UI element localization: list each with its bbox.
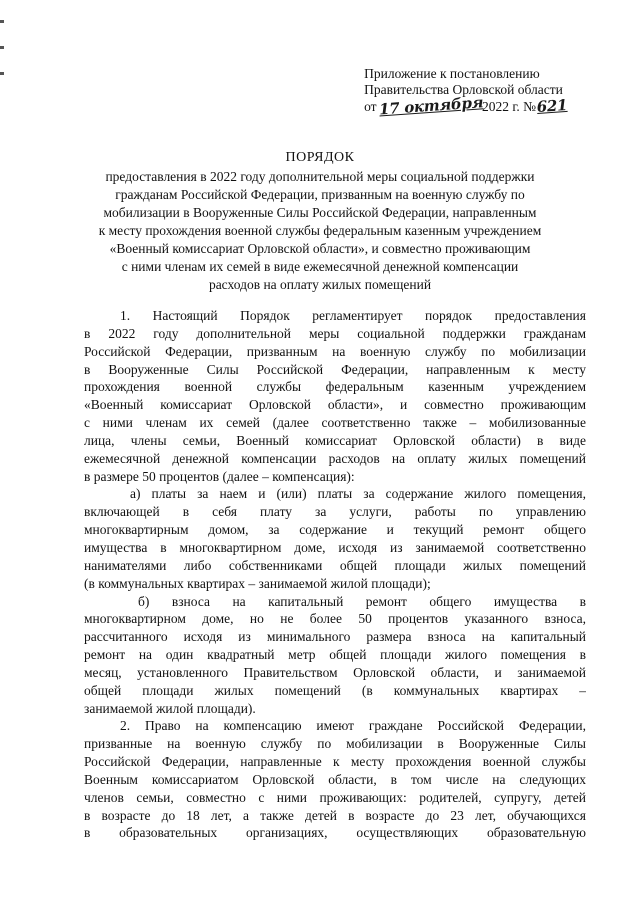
body-line: многоквартирном доме, но не более 50 процентов указанного взноса, — [84, 611, 586, 627]
body-line: общей площади жилых помещений (в коммунальных квартирах – — [84, 682, 586, 698]
body-line: призванные на военную службу по мобилизации в Вооруженные Силы — [84, 736, 586, 752]
body-line: в размере 50 процентов (далее – компенсация): — [84, 468, 355, 484]
body-line: с ними членам их семей (далее соответственно также – мобилизованные — [84, 415, 586, 431]
body-line: Военным комиссариатом Орловской области, в том числе на следующих — [84, 771, 586, 787]
document-subtitle — [80, 168, 560, 294]
body-line: рассчитанного исходя из минимального размера взноса на капитальный — [84, 629, 586, 645]
handwritten-number: 621 — [536, 95, 568, 117]
subtitle-line: мобилизации в Вооруженные Силы Российской Федерации, направленным — [103, 205, 537, 220]
document-title: ПОРЯДОК — [285, 150, 355, 165]
body-line: имущества в многоквартирном доме, исходя из занимаемой соответственно — [84, 539, 586, 555]
subtitle-line: гражданам Российской Федерации, призванным на военную службу по — [115, 187, 525, 202]
body-line: месяц, установленного Правительством Орловской области, и занимаемой — [84, 664, 586, 680]
scan-edge-marks — [0, 20, 6, 100]
body-line: в 2022 году дополнительной меры социальной поддержки гражданам — [84, 325, 586, 341]
body-line: ежемесячной денежной компенсации расходов на оплату жилых помещений — [84, 450, 586, 466]
subtitle-line: к месту прохождения военной службы федеральным казенным учреждением — [98, 223, 542, 238]
subtitle-line: с ними членам их семей в виде ежемесячной денежной компенсации — [121, 259, 519, 274]
body-line: ремонт на один квадратный метр общей площади жилого помещения в — [84, 647, 586, 663]
subtitle-line: «Военный комиссариат Орловской области», и совместно проживающим — [109, 241, 531, 256]
appendix-header — [364, 66, 568, 119]
body-line: прохождения военной службы федеральным казенным учреждением — [84, 379, 586, 395]
body-line: включающей в себя плату за услуги, работы по управлению — [84, 504, 586, 520]
body-line: нанимателями либо собственниками общей площади жилых помещений — [84, 557, 586, 573]
body-line: многоквартирным домом, за содержание и текущий ремонт общего — [84, 522, 586, 538]
body-line: (в коммунальных квартирах – занимаемой жилой площади); — [84, 575, 431, 591]
appendix-year-number-label: 2022 г. № — [481, 99, 536, 114]
body-line: 1. Настоящий Порядок регламентирует порядок предоставления — [120, 308, 586, 323]
body-line: в возрасте до 18 лет, а также детей в возрасте до 23 лет, обучающихся — [84, 807, 586, 823]
body-line: Российской Федерации, призванным на военную службу по мобилизации — [84, 343, 586, 359]
body-line: лица, члены семьи, Военный комиссариат Орловской области) в виде — [84, 432, 586, 448]
body-line: в образовательных организациях, осуществляющих образовательную — [84, 825, 586, 841]
body-line: Российской Федерации, направленные к месту прохождения военной службы — [84, 754, 586, 770]
body-line: «Военный комиссариат Орловской области», и совместно проживающим — [84, 397, 586, 413]
appendix-line-1: Приложение к постановлению — [364, 66, 540, 81]
body-line: в Вооруженные Силы Российской Федерации, направленным к месту — [84, 361, 586, 377]
appendix-line-2: Правительства Орловской области — [364, 82, 563, 97]
subtitle-line: предоставления в 2022 году дополнительной меры социальной поддержки — [105, 169, 535, 184]
handwritten-date: 17 октября — [378, 93, 484, 119]
subtitle-line: расходов на оплату жилых помещений — [208, 277, 432, 292]
appendix-line-3 — [364, 93, 568, 119]
body-line: занимаемой жилой площади). — [84, 700, 256, 716]
document-body — [84, 307, 586, 842]
body-line: а) платы за наем и (или) платы за содержание жилого помещения, — [130, 486, 586, 502]
appendix-date-prefix: от — [364, 99, 377, 114]
body-line: членов семьи, совместно с ними проживающих: родителей, супругу, детей — [84, 789, 586, 805]
body-line: 2. Право на компенсацию имеют граждане Российской Федерации, — [120, 718, 586, 734]
body-line: б) взноса на капитальный ремонт общего имущества в — [138, 593, 586, 609]
